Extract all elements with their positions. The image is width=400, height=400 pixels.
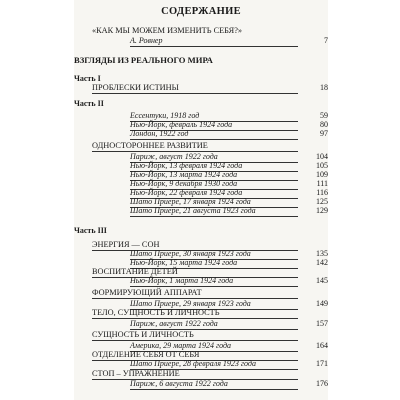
- intro-page: 7: [324, 36, 328, 45]
- part-label: Часть III: [74, 226, 107, 235]
- toc-entry-text: Шато Приере, 17 января 1924 года: [130, 196, 298, 208]
- toc-entry-page: 116: [316, 188, 328, 197]
- toc-entry-page: 104: [316, 152, 328, 161]
- toc-entry-text: Париж, август 1922 года: [130, 151, 298, 163]
- toc-entry-page: 149: [316, 299, 328, 308]
- toc-entry-text: Нью-Йорк, 9 декабря 1930 года: [130, 178, 298, 190]
- toc-entry: [74, 307, 328, 318]
- toc-entry-page: 80: [320, 120, 328, 129]
- toc-entry-text: Шато Приере, 28 февраля 1923 года: [130, 358, 298, 370]
- toc-entry: [74, 287, 328, 298]
- toc-entry-page: 97: [320, 129, 328, 138]
- book-page: [74, 0, 328, 400]
- toc-entry-text: Нью-Йорк, 1 марта 1924 года: [130, 275, 298, 287]
- toc-entry-text: Шато Приере, 21 августа 1923 года: [130, 205, 298, 217]
- toc-entry-text: СУЩНОСТЬ И ЛИЧНОСТЬ: [92, 329, 298, 341]
- toc-entry: [74, 378, 328, 389]
- toc-entry-text: ВОСПИТАНИЕ ДЕТЕЙ: [92, 266, 298, 278]
- toc-entry-text: Париж, 6 августа 1922 года: [130, 378, 298, 390]
- toc-entry-text: ОДНОСТОРОННЕЕ РАЗВИТИЕ: [92, 140, 298, 152]
- toc-entry-text: Нью-Йорк, 13 марта 1924 года: [130, 169, 298, 181]
- toc-entry-text: ПРОБЛЕСКИ ИСТИНЫ: [92, 82, 298, 94]
- toc-entry-text: Нью-Йорк, февраль 1924 года: [130, 119, 298, 131]
- toc-entry-page: 125: [316, 197, 328, 206]
- toc-entry-page: 176: [316, 379, 328, 388]
- section-title: ВЗГЛЯДЫ ИЗ РЕАЛЬНОГО МИРА: [74, 55, 213, 65]
- toc-entry: [74, 329, 328, 340]
- toc-entry-page: 142: [316, 258, 328, 267]
- toc-entry-text: Нью-Йорк, 13 февраля 1924 года: [130, 160, 298, 172]
- toc-entry-page: 171: [316, 359, 328, 368]
- toc-entry-page: 59: [320, 111, 328, 120]
- toc-entry: [74, 275, 328, 286]
- toc-entry-text: ТЕЛО, СУЩНОСТЬ И ЛИЧНОСТЬ: [92, 307, 298, 319]
- part-label: Часть II: [74, 99, 104, 108]
- toc-entry: [74, 140, 328, 151]
- toc-entry-page: 157: [316, 319, 328, 328]
- toc-entry-page: 109: [316, 170, 328, 179]
- toc-entry-page: 135: [316, 249, 328, 258]
- toc-entry: [74, 205, 328, 216]
- part-label: Часть I: [74, 74, 101, 83]
- toc-entry-page: 111: [316, 179, 328, 188]
- intro-author: А. Ровнер: [130, 35, 298, 47]
- toc-entry-text: Лондон, 1922 год: [130, 128, 298, 140]
- intro-author-row: [74, 35, 328, 46]
- toc-entry-text: СТОП – УПРАЖНЕНИЕ: [92, 368, 298, 380]
- toc-entry-text: ОТДЕЛЕНИЕ СЕБЯ ОТ СЕБЯ: [92, 349, 298, 361]
- toc-entry-page: 105: [316, 161, 328, 170]
- toc-entry-page: 145: [316, 276, 328, 285]
- toc-entry-text: Шато Приере, 29 января 1923 года: [130, 298, 298, 310]
- toc-entry-text: ФОРМИРУЮЩИЙ АППАРАТ: [92, 287, 298, 299]
- toc-entry-text: Париж, август 1922 года: [130, 318, 298, 330]
- intro-title: «КАК МЫ МОЖЕМ ИЗМЕНИТЬ СЕБЯ?»: [92, 26, 243, 35]
- toc-entry-text: Нью-Йорк, 15 марта 1924 года: [130, 257, 298, 269]
- toc-entry-text: Америка, 29 марта 1924 года: [130, 340, 298, 352]
- toc-entry: [74, 82, 328, 93]
- contents-heading: СОДЕРЖАНИЕ: [161, 6, 241, 17]
- toc-entry-text: Ессентуки, 1918 год: [130, 110, 298, 122]
- toc-entry: [74, 128, 328, 139]
- toc-entry-text: ЭНЕРГИЯ — СОН: [92, 239, 298, 251]
- toc-entry-text: Нью-Йорк, 22 февраля 1924 года: [130, 187, 298, 199]
- toc-entry-page: 129: [316, 206, 328, 215]
- toc-entry-page: 164: [316, 341, 328, 350]
- toc-entry-page: 18: [320, 83, 328, 92]
- toc-entry-text: Шато Приере, 30 января 1923 года: [130, 248, 298, 260]
- toc-entry: [74, 318, 328, 329]
